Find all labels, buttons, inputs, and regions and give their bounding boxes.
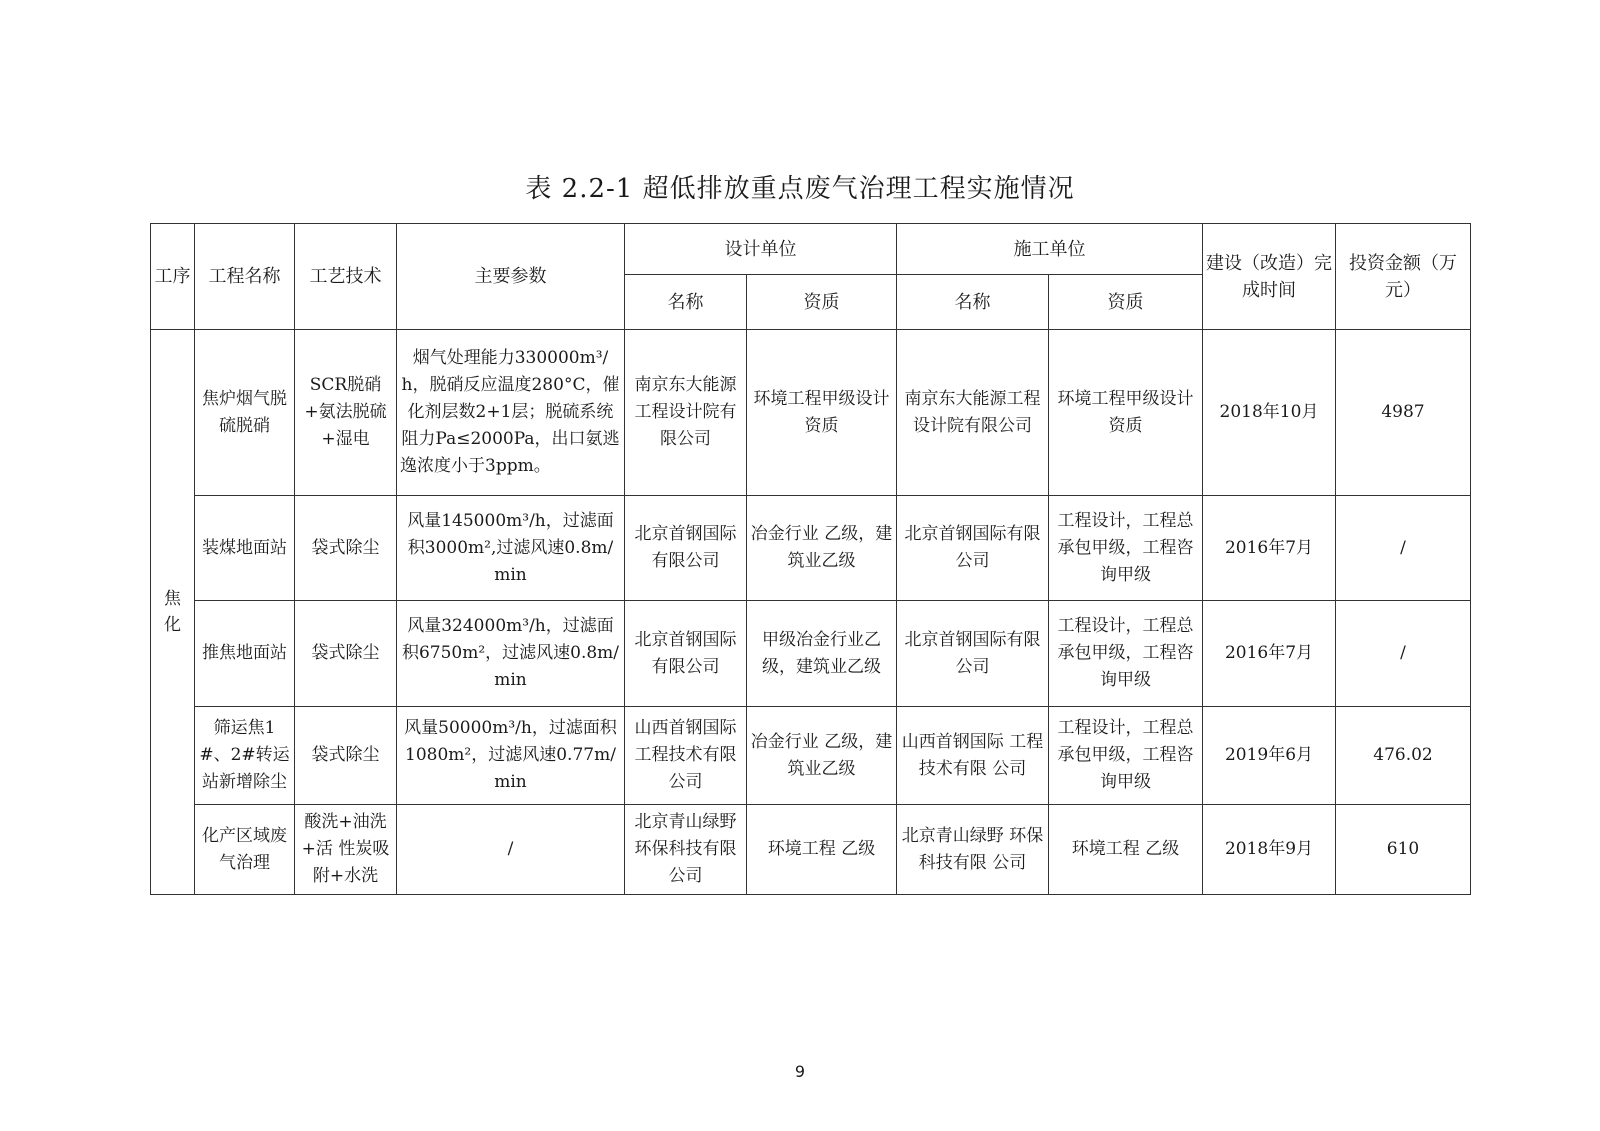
header-row-1 bbox=[151, 224, 1471, 275]
constr-name-cell: 山西首钢国际 工程技术有限 公司 bbox=[897, 707, 1049, 805]
time-cell: 2016年7月 bbox=[1203, 601, 1336, 707]
process-group-label: 焦化 bbox=[164, 588, 181, 635]
design-name-cell: 山西首钢国际工程技术有限公司 bbox=[625, 707, 747, 805]
params-cell: 烟气处理能力330000m³/h，脱硝反应温度280°C，催化剂层数2+1层；脱硫系统阻力Pa≤2000Pa，出口氨逃逸浓度小于3ppm。 bbox=[397, 330, 625, 496]
header-design-unit: 设计单位 bbox=[625, 224, 897, 275]
tech-cell: 袋式除尘 bbox=[295, 496, 397, 601]
design-qual-cell: 环境工程甲级设计资质 bbox=[747, 330, 897, 496]
invest-cell: 476.02 bbox=[1336, 707, 1471, 805]
tech-cell: 袋式除尘 bbox=[295, 601, 397, 707]
project-cell: 筛运焦1#、2#转运站新增除尘 bbox=[195, 707, 295, 805]
project-table bbox=[150, 223, 1471, 895]
constr-name-cell: 北京首钢国际有限公司 bbox=[897, 496, 1049, 601]
header-constr-qual: 资质 bbox=[1049, 275, 1203, 330]
design-name-cell: 北京青山绿野环保科技有限公司 bbox=[625, 805, 747, 895]
project-cell: 装煤地面站 bbox=[195, 496, 295, 601]
constr-name-cell: 北京青山绿野 环保科技有限 公司 bbox=[897, 805, 1049, 895]
params-cell: 风量50000m³/h，过滤面积1080m²，过滤风速0.77m/min bbox=[397, 707, 625, 805]
header-construction-unit: 施工单位 bbox=[897, 224, 1203, 275]
invest-cell: / bbox=[1336, 601, 1471, 707]
header-process: 工序 bbox=[151, 224, 195, 330]
page-number: 9 bbox=[794, 1062, 806, 1081]
params-cell: 风量145000m³/h，过滤面积3000m²,过滤风速0.8m/min bbox=[397, 496, 625, 601]
constr-name-cell: 北京首钢国际有限公司 bbox=[897, 601, 1049, 707]
params-cell: / bbox=[397, 805, 625, 895]
tech-cell: SCR脱硝+氨法脱硫+湿电 bbox=[295, 330, 397, 496]
params-cell: 风量324000m³/h，过滤面积6750m²，过滤风速0.8m/min bbox=[397, 601, 625, 707]
project-cell: 焦炉烟气脱硫脱硝 bbox=[195, 330, 295, 496]
constr-qual-cell: 工程设计，工程总承包甲级，工程咨询甲级 bbox=[1049, 601, 1203, 707]
design-qual-cell: 冶金行业 乙级，建筑业乙级 bbox=[747, 496, 897, 601]
constr-qual-cell: 环境工程 乙级 bbox=[1049, 805, 1203, 895]
table-row bbox=[151, 330, 1471, 496]
table-row bbox=[151, 707, 1471, 805]
time-cell: 2018年10月 bbox=[1203, 330, 1336, 496]
constr-qual-cell: 环境工程甲级设计资质 bbox=[1049, 330, 1203, 496]
design-qual-cell: 甲级冶金行业乙级，建筑业乙级 bbox=[747, 601, 897, 707]
header-design-name: 名称 bbox=[625, 275, 747, 330]
table-row bbox=[151, 805, 1471, 895]
constr-name-cell: 南京东大能源工程设计院有限公司 bbox=[897, 330, 1049, 496]
header-investment: 投资金额（万元） bbox=[1336, 224, 1471, 330]
constr-qual-cell: 工程设计，工程总承包甲级，工程咨询甲级 bbox=[1049, 707, 1203, 805]
time-cell: 2018年9月 bbox=[1203, 805, 1336, 895]
design-name-cell: 南京东大能源工程设计院有限公司 bbox=[625, 330, 747, 496]
design-name-cell: 北京首钢国际有限公司 bbox=[625, 496, 747, 601]
table-title: 表 2.2-1 超低排放重点废气治理工程实施情况 bbox=[525, 174, 1075, 204]
design-qual-cell: 环境工程 乙级 bbox=[747, 805, 897, 895]
time-cell: 2019年6月 bbox=[1203, 707, 1336, 805]
header-design-qual: 资质 bbox=[747, 275, 897, 330]
constr-qual-cell: 工程设计，工程总承包甲级，工程咨询甲级 bbox=[1049, 496, 1203, 601]
project-cell: 化产区域废气治理 bbox=[195, 805, 295, 895]
process-group-cell bbox=[151, 330, 195, 895]
time-cell: 2016年7月 bbox=[1203, 496, 1336, 601]
tech-cell: 酸洗+油洗+活 性炭吸附+水洗 bbox=[295, 805, 397, 895]
header-completion: 建设（改造）完成时间 bbox=[1203, 224, 1336, 330]
table-row bbox=[151, 601, 1471, 707]
header-params: 主要参数 bbox=[397, 224, 625, 330]
invest-cell: 610 bbox=[1336, 805, 1471, 895]
tech-cell: 袋式除尘 bbox=[295, 707, 397, 805]
invest-cell: 4987 bbox=[1336, 330, 1471, 496]
header-constr-name: 名称 bbox=[897, 275, 1049, 330]
design-name-cell: 北京首钢国际有限公司 bbox=[625, 601, 747, 707]
invest-cell: / bbox=[1336, 496, 1471, 601]
table-row bbox=[151, 496, 1471, 601]
design-qual-cell: 冶金行业 乙级，建筑业乙级 bbox=[747, 707, 897, 805]
project-cell: 推焦地面站 bbox=[195, 601, 295, 707]
header-technology: 工艺技术 bbox=[295, 224, 397, 330]
header-project-name: 工程名称 bbox=[195, 224, 295, 330]
